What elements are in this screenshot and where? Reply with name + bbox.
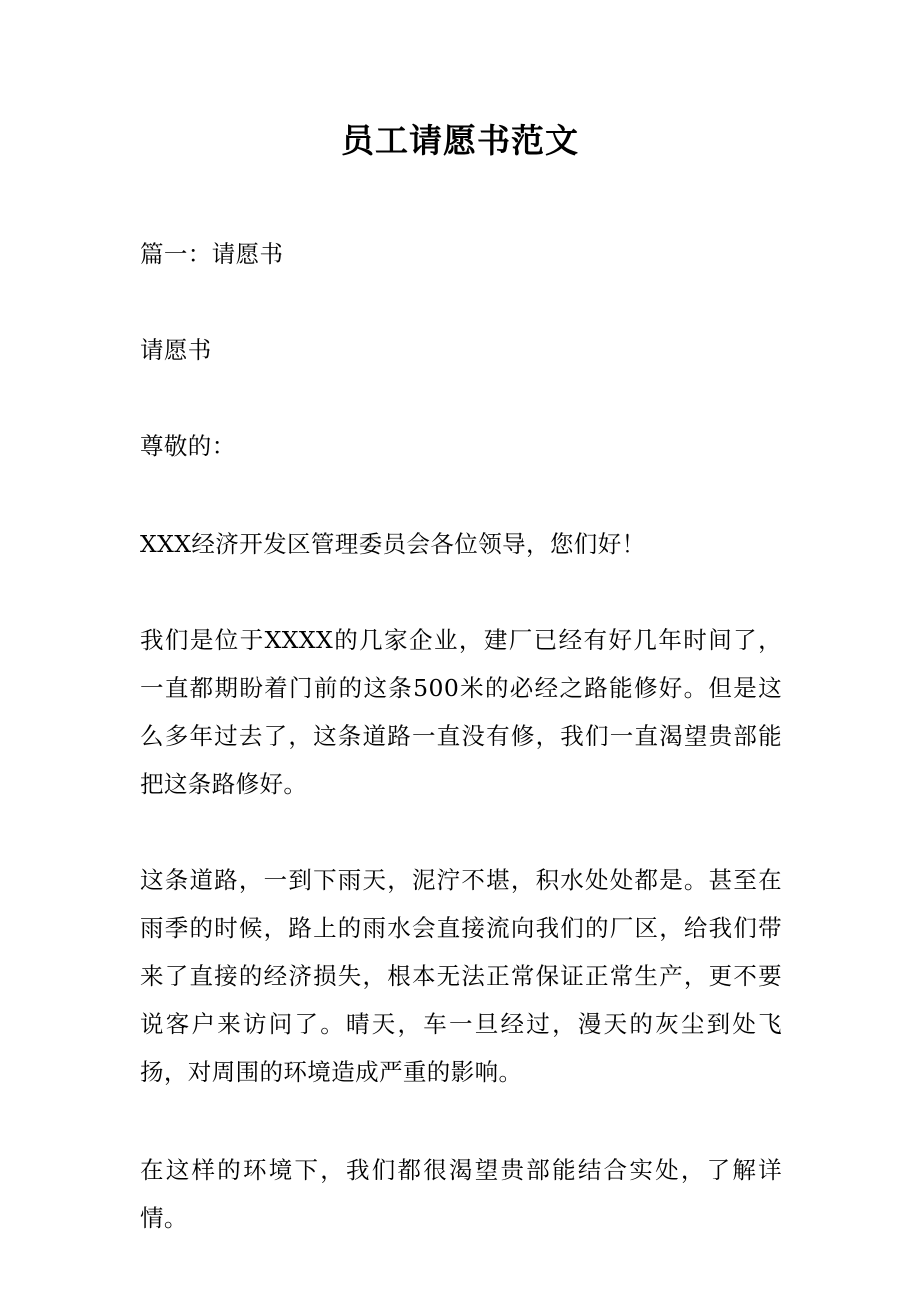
document-title: 员工请愿书范文 (341, 121, 579, 160)
body-paragraph: 我们是位于XXXX的几家企业，建厂已经有好几年时间了，一直都期盼着门前的这条500米的必经之路能修好。但是这么多年过去了，这条道路一直没有修，我们一直渴望贵部能把这条路修好。 (140, 626, 782, 798)
salutation: 尊敬的： (140, 432, 236, 460)
body-paragraph: 在这样的环境下，我们都很渴望贵部能结合实处，了解详情。 (140, 1156, 782, 1232)
greeting-line: XXX经济开发区管理委员会各位领导，您们好！ (140, 530, 646, 558)
petition-heading: 请愿书 (140, 336, 212, 364)
body-paragraph: 这条道路，一到下雨天，泥泞不堪，积水处处都是。甚至在雨季的时候，路上的雨水会直接流向我们的厂区，给我们带来了直接的经济损失，根本无法正常保证正常生产，更不要说客户来访问了。晴天，车一旦经过，漫天的灰尘到处飞扬，对周围的环境造成严重的影响。 (140, 866, 782, 1086)
section-heading: 篇一：请愿书 (140, 240, 284, 268)
